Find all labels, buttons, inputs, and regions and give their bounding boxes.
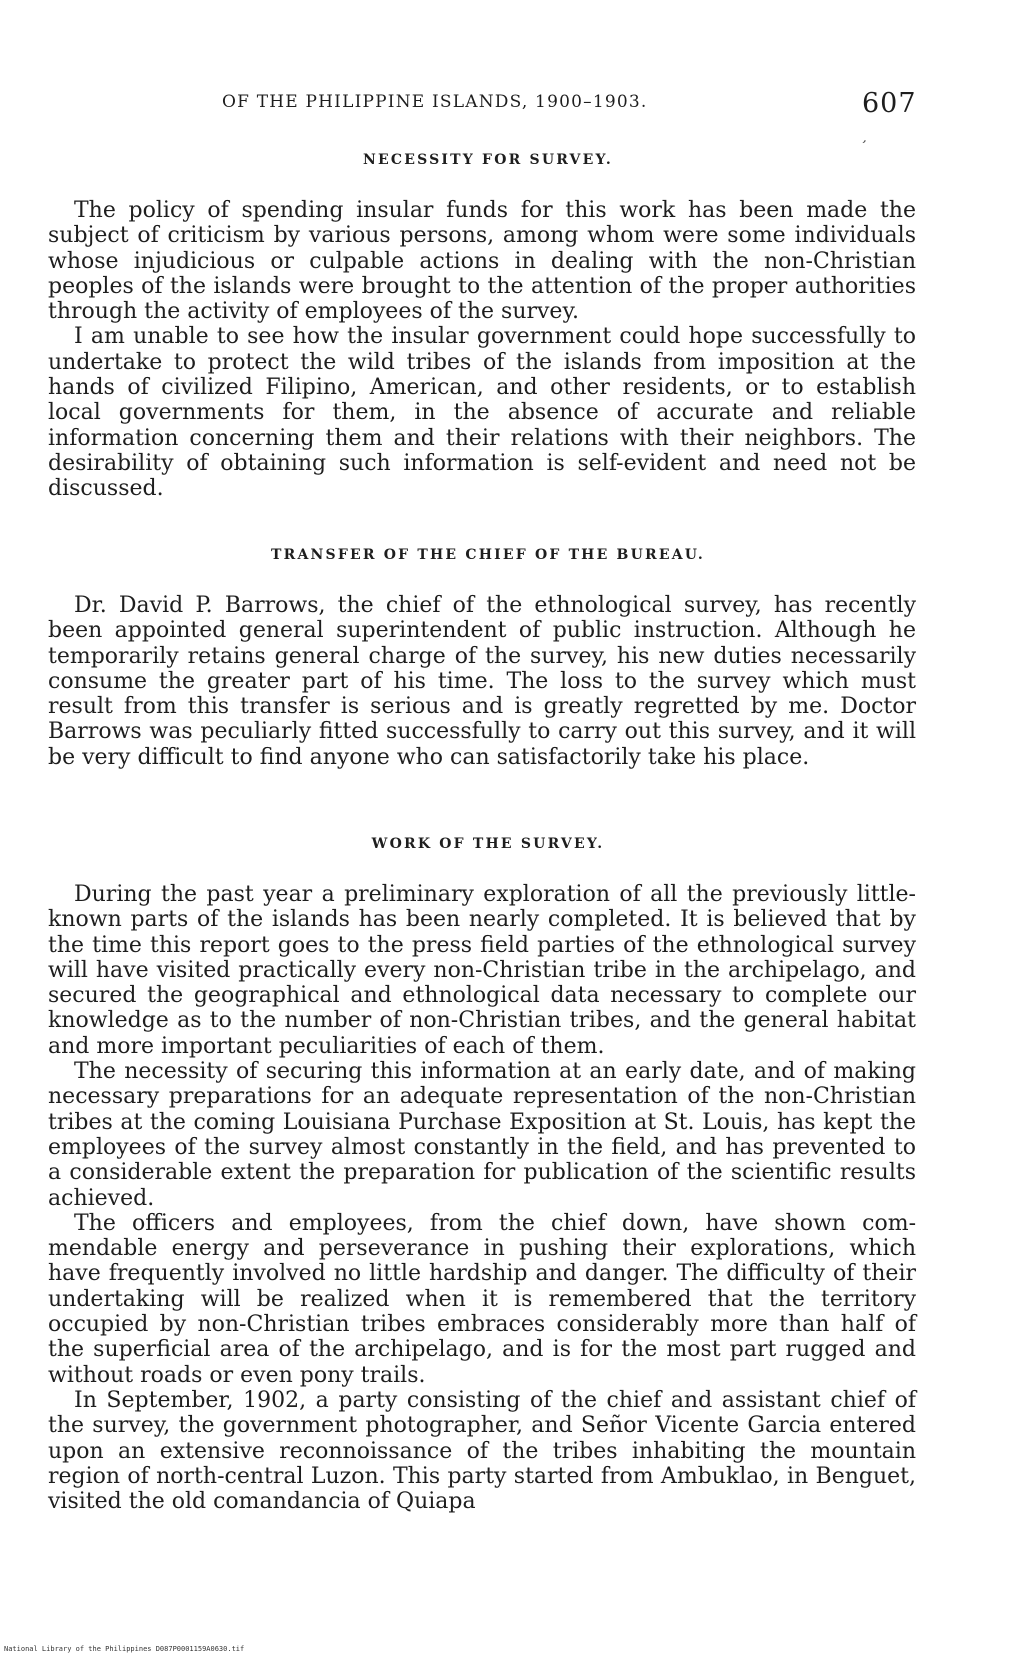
- section-necessity-for-survey: [48, 150, 916, 502]
- running-head: OF THE PHILIPPINE ISLANDS, 1900–1903.: [222, 92, 648, 112]
- paragraph: The necessity of securing this information at an early date, and of making necessary preparations for an adequate representation of the non-Christian tribes at the coming Louisiana Purchase Exposition at St. Louis, has kept the employees of the survey almost constantly in the field, and has prevented to a considerable extent the preparation for publication of the scientific results achieved.: [48, 1059, 916, 1211]
- margin-mark: ʼ: [857, 137, 868, 155]
- paragraph: The policy of spending insular funds for this work has been made the subject of criticism by various persons, among whom were some individuals whose injudicious or culpable actions in dealing with the non-Christian peoples of the islands were brought to the attention of the proper authorities through the activity of employees of the survey.: [48, 198, 916, 325]
- paragraph: During the past year a preliminary exploration of all the previously little-known parts of the islands has been nearly completed. It is believed that by the time this report goes to the press field parties of the ethnological survey will have visited practically every non-Christian tribe in the archipelago, and secured the geographical and ethnological data necessary to complete our knowledge as to the number of non-Christian tribes, and the general habitat and more important peculiarities of each of them.: [48, 882, 916, 1059]
- section-heading: TRANSFER OF THE CHIEF OF THE BUREAU.: [271, 547, 705, 563]
- paragraph: I am unable to see how the insular government could hope successfully to undertake to protect the wild tribes of the islands from imposition at the hands of civilized Filipino, American, and other residents, or to establish local governments for them, in the absence of accurate and reliable information concerning them and their relations with their neighbors. The desirability of obtaining such information is self-evident and need not be discussed.: [48, 324, 916, 502]
- section-heading: WORK OF THE SURVEY.: [371, 836, 605, 852]
- section-transfer-of-chief: [48, 545, 916, 770]
- page-number: 607: [862, 88, 917, 119]
- paragraph: In September, 1902, a party consisting of the chief and assistant chief of the survey, the government photographer, and Señor Vicente Garcia entered upon an extensive reconnoissance of the tribes inhabiting the mountain region of north-central Luzon. This party started from Ambuklao, in Benguet, visited the old comandancia of Quiapa: [48, 1387, 916, 1515]
- section-work-of-survey: [48, 834, 916, 1514]
- section-heading: NECESSITY FOR SURVEY.: [363, 152, 613, 168]
- scan-footer: National Library of the Philippines D087P0001159A0630.tif: [4, 1645, 245, 1653]
- paragraph: Dr. David P. Barrows, the chief of the ethnological survey, has recently been appointed general superintendent of public instruction. Although he temporarily retains general charge of the survey, his new duties necessarily consume the greater part of his time. The loss to the survey which must result from this transfer is serious and is greatly regretted by me. Doctor Barrows was peculiarly fitted successfully to carry out this survey, and it will be very difficult to find anyone who can satisfactorily take his place.: [48, 593, 916, 770]
- paragraph: The officers and employees, from the chief down, have shown commendable energy and perseverance in pushing their explorations, which have frequently involved no little hardship and danger. The difficulty of their undertaking will be realized when it is remembered that the territory occupied by non-Christian tribes embraces considerably more than half of the superficial area of the archipelago, and is for the most part rugged and without roads or even pony trails.: [48, 1210, 916, 1388]
